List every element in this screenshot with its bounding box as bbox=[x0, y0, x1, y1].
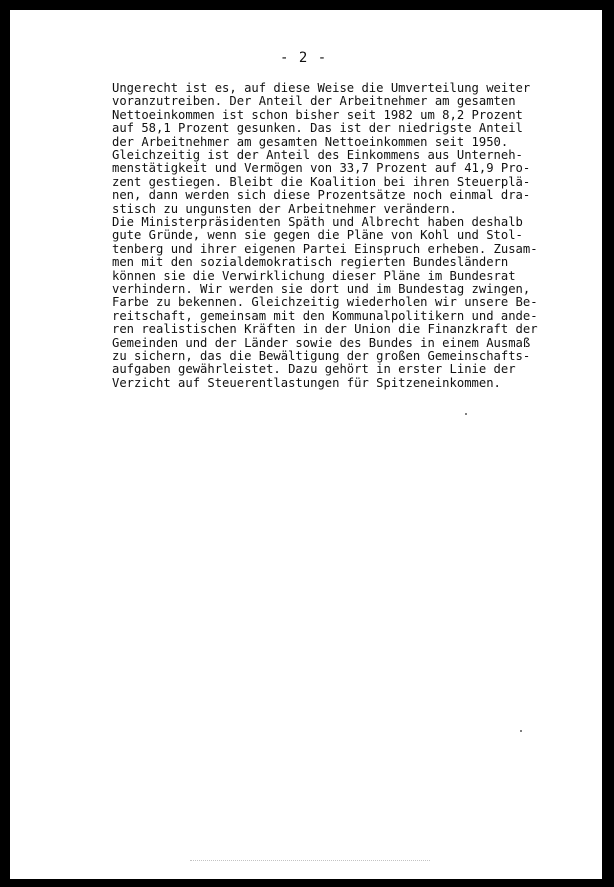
text-line: Ungerecht ist es, auf diese Weise die Umverteilung weiter bbox=[112, 81, 531, 95]
text-line: aufgaben gewährleistet. Dazu gehört in erster Linie der bbox=[112, 362, 516, 377]
text-line: nen, dann werden sich diese Prozentsätze noch einmal dra- bbox=[112, 188, 531, 203]
text-line: ren realistischen Kräften in der Union die Finanzkraft der bbox=[112, 322, 538, 337]
text-line: men mit den sozialdemokratisch regierten Bundesländern bbox=[112, 255, 509, 270]
text-line: menstätigkeit und Vermögen von 33,7 Prozent auf 41,9 Pro- bbox=[112, 161, 531, 176]
text-line: Die Ministerpräsidenten Späth und Albrecht haben deshalb bbox=[112, 215, 523, 229]
document-page bbox=[10, 10, 602, 879]
text-line: Nettoeinkommen ist schon bisher seit 1982 um 8,2 Prozent bbox=[112, 107, 523, 122]
text-line: zent gestiegen. Bleibt die Koalition bei ihren Steuerplä- bbox=[112, 174, 531, 189]
text-line: auf 58,1 Prozent gesunken. Das ist der niedrigste Anteil bbox=[112, 121, 523, 136]
scan-speck bbox=[465, 413, 467, 415]
scan-speck bbox=[520, 730, 522, 732]
text-line: Gleichzeitig ist der Anteil des Einkommens aus Unterneh- bbox=[112, 148, 523, 163]
text-line: stisch zu ungunsten der Arbeitnehmer verändern. bbox=[112, 201, 457, 216]
text-line: können sie die Verwirklichung dieser Pläne im Bundesrat bbox=[112, 268, 516, 283]
text-line: Verzicht auf Steuerentlastungen für Spitzeneinkommen. bbox=[112, 375, 501, 390]
page-number: - 2 - bbox=[280, 50, 328, 66]
paragraph-1 bbox=[112, 82, 530, 216]
text-line: gute Gründe, wenn sie gegen die Pläne von Kohl und Stol- bbox=[112, 228, 523, 243]
text-line: voranzutreiben. Der Anteil der Arbeitnehmer am gesamten bbox=[112, 94, 516, 109]
text-line: zu sichern, das die Bewältigung der großen Gemeinschafts- bbox=[112, 349, 531, 364]
text-line: der Arbeitnehmer am gesamten Nettoeinkommen seit 1950. bbox=[112, 134, 509, 149]
text-line: Gemeinden und der Länder sowie des Bundes in einem Ausmaß bbox=[112, 335, 531, 350]
scan-artifact-line bbox=[190, 860, 430, 862]
text-line: reitschaft, gemeinsam mit den Kommunalpolitikern und ande- bbox=[112, 308, 538, 323]
text-line: verhindern. Wir werden sie dort und im Bundestag zwingen, bbox=[112, 282, 531, 297]
text-line: Farbe zu bekennen. Gleichzeitig wiederholen wir unsere Be- bbox=[112, 295, 538, 310]
text-line: tenberg und ihrer eigenen Partei Einspruch erheben. Zusam- bbox=[112, 241, 538, 256]
paragraph-2 bbox=[112, 216, 538, 390]
